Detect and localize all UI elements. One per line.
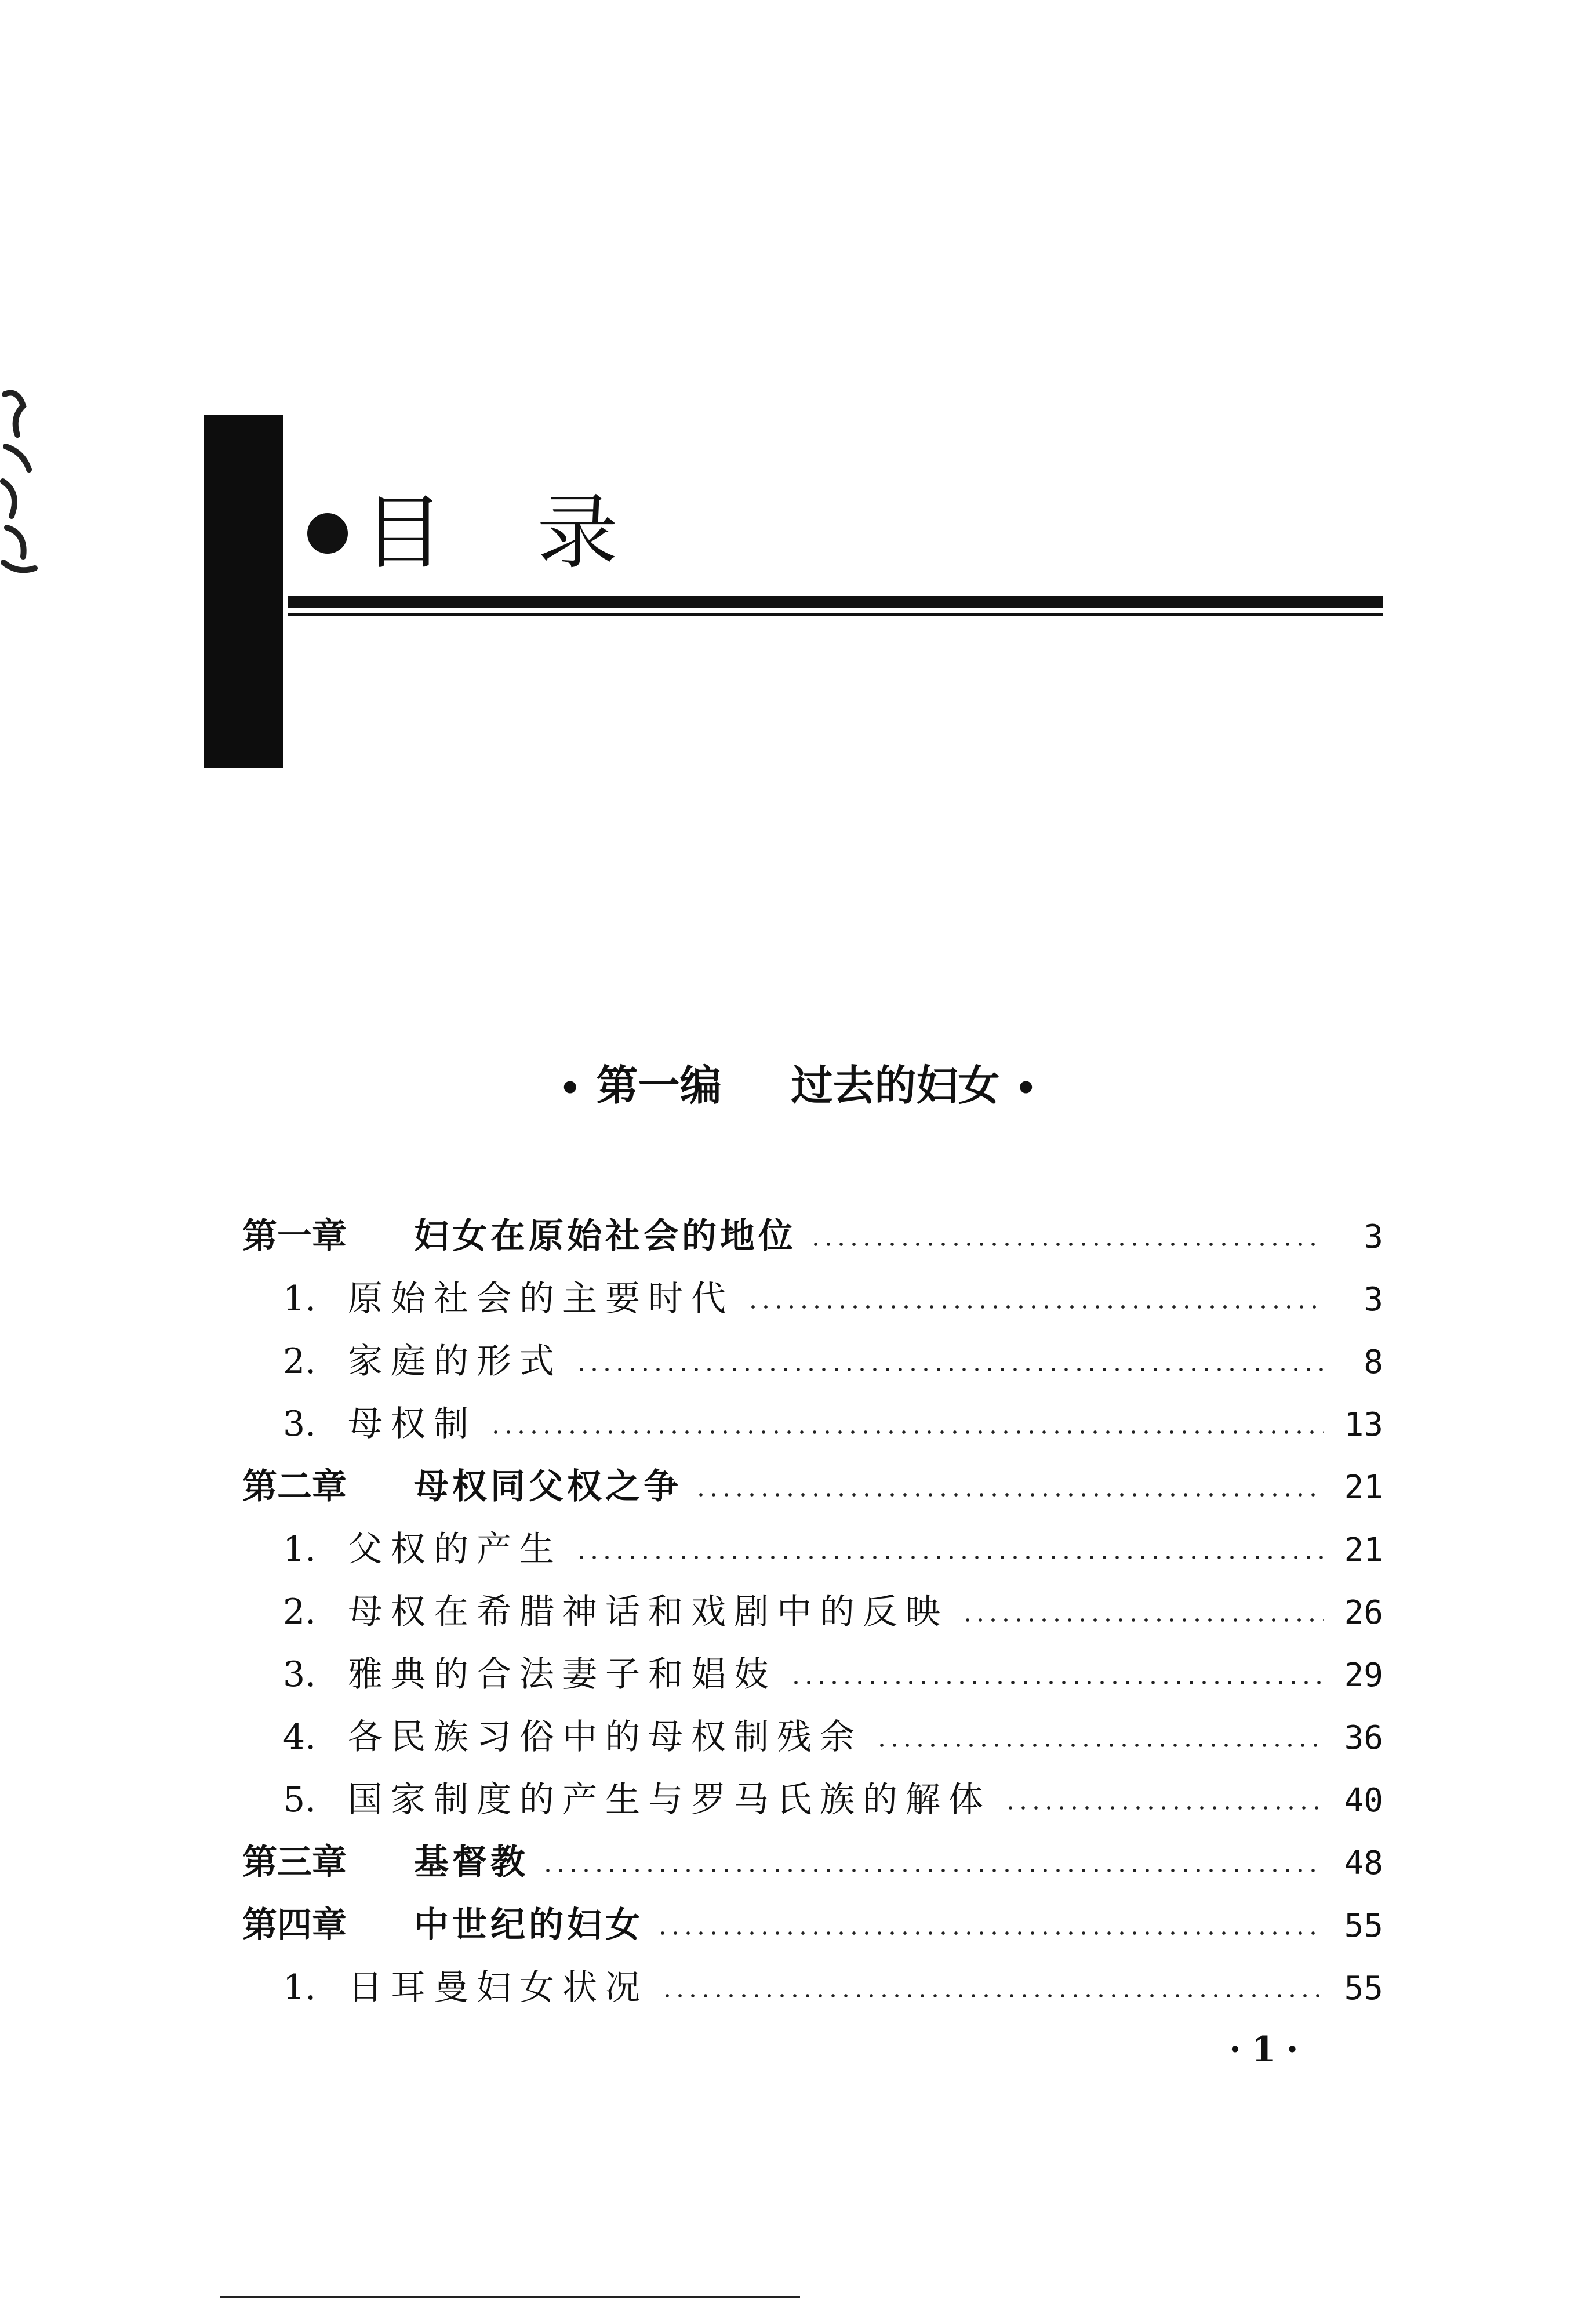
title-bullet-icon	[307, 513, 348, 554]
part-heading	[0, 1061, 1596, 1110]
toc-dot-leader	[747, 1305, 1324, 1309]
toc-entry-title: 中世纪的妇女	[414, 1905, 644, 1945]
toc-page-number: 48	[1344, 1844, 1383, 1882]
page-number: ·1·	[1229, 2029, 1309, 2070]
toc-page-number: 26	[1344, 1594, 1383, 1632]
part-bullet-right: •	[1015, 1068, 1037, 1109]
toc-section-row	[242, 1393, 1383, 1455]
toc-section-number: 1.	[283, 1279, 317, 1319]
part-number: 第一编	[596, 1061, 722, 1110]
toc-chapter-label: 第三章	[242, 1842, 347, 1883]
title-rule-thin	[288, 613, 1383, 616]
toc-entry-title: 原始社会的主要时代	[348, 1279, 734, 1319]
title-row	[307, 487, 711, 580]
toc-section-row	[242, 1643, 1383, 1706]
toc-entry-title: 父权的产生	[348, 1529, 562, 1570]
toc-section-number: 1.	[283, 1529, 317, 1570]
toc-page-number: 55	[1344, 1970, 1383, 2007]
scan-bottom-edge	[220, 2296, 800, 2298]
toc-chapter-label: 第四章	[242, 1905, 347, 1945]
part-name: 过去的妇女	[791, 1061, 1000, 1110]
toc-section-row	[242, 1267, 1383, 1330]
toc-section-row	[242, 1330, 1383, 1393]
toc-dot-leader	[541, 1868, 1324, 1873]
toc-entry-title: 各民族习俗中的母权制残余	[348, 1717, 863, 1757]
toc-section-row	[242, 1956, 1383, 2019]
toc-chapter-row	[242, 1455, 1383, 1518]
toc-section-number: 2.	[283, 1592, 317, 1632]
toc-section-number: 3.	[283, 1404, 317, 1444]
toc-entry-title: 母权在希腊神话和戏剧中的反映	[348, 1592, 948, 1632]
toc-entry-title: 基督教	[414, 1842, 529, 1883]
toc-dot-leader	[489, 1430, 1324, 1434]
toc-entry-title: 家庭的形式	[348, 1341, 562, 1382]
toc-page-number: 21	[1344, 1531, 1383, 1569]
toc-entry-title: 妇女在原始社会的地位	[414, 1216, 797, 1256]
toc-dot-leader	[575, 1367, 1324, 1372]
toc-dot-leader	[695, 1492, 1324, 1497]
toc-entry-title: 母权同父权之争	[414, 1466, 682, 1507]
toc-dot-leader	[1004, 1806, 1324, 1810]
toc-dot-leader	[575, 1555, 1324, 1560]
toc-page-number: 55	[1344, 1907, 1383, 1945]
toc-section-number: 1.	[283, 1967, 317, 2008]
toc-dot-leader	[875, 1743, 1324, 1748]
toc-page-number: 21	[1344, 1469, 1383, 1506]
toc-chapter-row	[242, 1831, 1383, 1894]
toc-page-number: 40	[1344, 1782, 1383, 1819]
toc-page-number: 8	[1364, 1343, 1383, 1381]
toc-section-row	[242, 1706, 1383, 1768]
toc-section-row	[242, 1518, 1383, 1581]
toc-entry-title: 国家制度的产生与罗马氏族的解体	[348, 1779, 991, 1820]
toc-entry-title: 日耳曼妇女状况	[348, 1967, 648, 2008]
toc-chapter-row	[242, 1894, 1383, 1956]
toc-dot-leader	[661, 1993, 1324, 1998]
toc-entry-title: 雅典的合法妻子和娼妓	[348, 1654, 777, 1695]
toc-page-number: 3	[1364, 1281, 1383, 1319]
table-of-contents	[242, 1205, 1383, 2019]
title-side-bar	[204, 415, 283, 768]
toc-section-number: 4.	[283, 1717, 317, 1757]
toc-page-number: 13	[1344, 1406, 1383, 1444]
toc-dot-leader	[961, 1618, 1324, 1622]
toc-entry-title: 母权制	[348, 1404, 477, 1444]
toc-page-number: 29	[1344, 1657, 1383, 1694]
toc-dot-leader	[656, 1931, 1324, 1935]
toc-section-row	[242, 1581, 1383, 1643]
toc-chapter-label: 第一章	[242, 1216, 347, 1256]
toc-page-number: 36	[1344, 1719, 1383, 1757]
scan-margin-mark	[0, 383, 46, 580]
toc-section-number: 2.	[283, 1341, 317, 1382]
toc-dot-leader	[809, 1242, 1324, 1247]
toc-chapter-row	[242, 1205, 1383, 1267]
part-bullet-left: •	[559, 1068, 581, 1109]
folio-number: 1	[1251, 2029, 1286, 2070]
toc-chapter-label: 第二章	[242, 1466, 347, 1507]
toc-section-row	[242, 1768, 1383, 1831]
title-rule-thick	[288, 596, 1383, 608]
toc-dot-leader	[790, 1680, 1324, 1685]
toc-section-number: 5.	[283, 1779, 317, 1820]
toc-section-number: 3.	[283, 1654, 317, 1695]
page-title: 目录	[363, 486, 711, 580]
toc-page-number: 3	[1364, 1218, 1383, 1256]
